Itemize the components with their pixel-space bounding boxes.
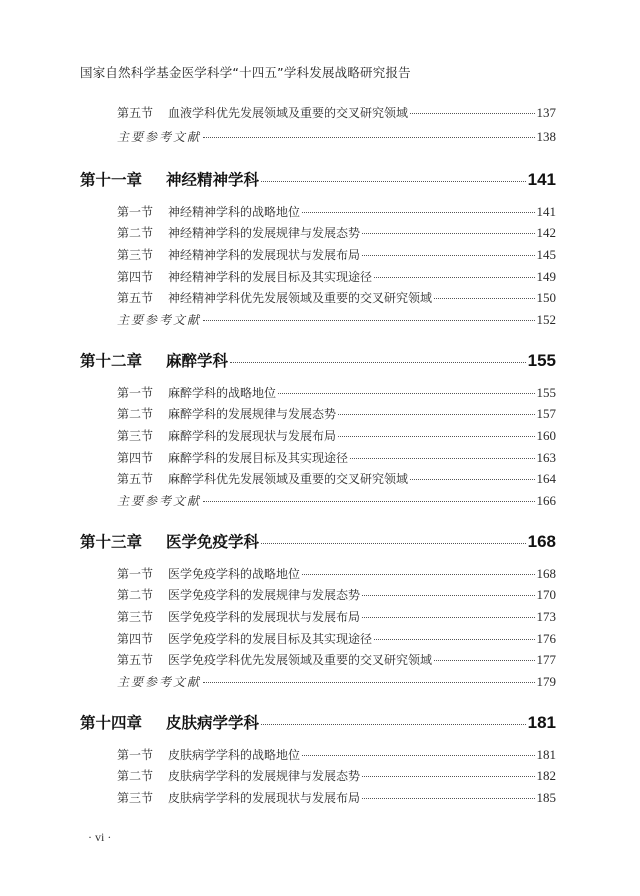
section-number: 第一节 [117,748,154,762]
references-title: 主要参考文献 [117,130,202,144]
page-number: 168 [536,566,556,581]
section-title: 麻醉学科优先发展领域及重要的交叉研究领域 [168,472,409,486]
dot-leader [434,298,534,299]
section-title: 神经精神学科的发展现状与发展布局 [168,248,361,262]
section-title: 麻醉学科的战略地位 [168,386,277,400]
dot-leader [362,595,534,596]
chapter-number: 第十四章 [80,714,143,732]
dot-leader [203,137,534,138]
toc-section-row[interactable] [117,203,556,220]
section-title: 血液学科优先发展领域及重要的交叉研究领域 [168,106,409,120]
page-number: 150 [536,290,556,305]
dot-leader [362,617,534,618]
section-title: 医学免疫学科的战略地位 [168,567,301,581]
section-number: 第一节 [117,567,154,581]
section-number: 第一节 [117,205,154,219]
section-number: 第二节 [117,769,154,783]
page-number: 141 [536,204,556,219]
toc-section-row[interactable] [117,224,556,241]
dot-leader [410,479,534,480]
page-number: 168 [527,532,556,551]
running-header: 国家自然科学基金医学科学“十四五”学科发展战略研究报告 [80,65,411,80]
toc-section-row[interactable] [117,470,556,487]
page-number: 142 [536,225,556,240]
section-number: 第一节 [117,386,154,400]
page-number: 177 [536,652,556,667]
chapter-number: 第十二章 [80,352,143,370]
toc-section-row[interactable] [117,630,556,647]
dot-leader [302,574,534,575]
section-number: 第三节 [117,791,154,805]
chapter-number: 第十一章 [80,171,143,189]
toc-references-row[interactable] [117,311,556,328]
dot-leader [278,393,534,394]
section-title: 神经精神学科优先发展领域及重要的交叉研究领域 [168,291,433,305]
dot-leader [434,660,534,661]
section-title: 皮肤病学学科的战略地位 [168,748,301,762]
section-number: 第二节 [117,407,154,421]
dot-leader [230,362,526,363]
toc-section-row[interactable] [117,608,556,625]
toc-section-row[interactable] [117,405,556,422]
dot-leader [261,724,526,725]
toc-chapter-row[interactable] [80,711,556,733]
dot-leader [362,798,534,799]
page-number: 164 [536,471,556,486]
page-number: 182 [536,768,556,783]
dot-leader [362,233,534,234]
section-title: 神经精神学科的发展目标及其实现途径 [168,270,373,284]
toc-section-row[interactable] [117,104,556,121]
page-number: 179 [536,674,556,689]
dot-leader [203,501,534,502]
chapter-title: 神经精神学科 [166,171,260,189]
toc-section-row[interactable] [117,651,556,668]
toc-section-row[interactable] [117,565,556,582]
page-number: 141 [527,170,556,189]
section-number: 第二节 [117,588,154,602]
dot-leader [374,277,534,278]
page-number: 176 [536,631,556,646]
page-number: 155 [536,385,556,400]
section-title: 神经精神学科的战略地位 [168,205,301,219]
references-title: 主要参考文献 [117,313,202,327]
dot-leader [203,320,534,321]
toc-section-row[interactable] [117,746,556,763]
toc-section-row[interactable] [117,384,556,401]
section-title: 医学免疫学科优先发展领域及重要的交叉研究领域 [168,653,433,667]
section-number: 第三节 [117,610,154,624]
toc-section-row[interactable] [117,586,556,603]
chapter-number: 第十三章 [80,533,143,551]
dot-leader [362,776,534,777]
page-number: 181 [527,713,556,732]
toc-section-row[interactable] [117,427,556,444]
toc-references-row[interactable] [117,673,556,690]
dot-leader [410,113,534,114]
section-number: 第五节 [117,106,154,120]
section-number: 第五节 [117,291,154,305]
section-title: 神经精神学科的发展规律与发展态势 [168,226,361,240]
section-title: 麻醉学科的发展目标及其实现途径 [168,451,349,465]
section-title: 医学免疫学科的发展现状与发展布局 [168,610,361,624]
section-title: 皮肤病学学科的发展现状与发展布局 [168,791,361,805]
dot-leader [338,436,534,437]
section-number: 第二节 [117,226,154,240]
page-number: 152 [536,312,556,327]
section-number: 第四节 [117,451,154,465]
section-number: 第五节 [117,653,154,667]
section-number: 第三节 [117,429,154,443]
section-title: 医学免疫学科的发展规律与发展态势 [168,588,361,602]
page-number: 155 [527,351,556,370]
page-number: 181 [536,747,556,762]
page-number: 149 [536,269,556,284]
page-number: 185 [536,790,556,805]
toc-section-row[interactable] [117,268,556,285]
page-number: 170 [536,587,556,602]
dot-leader [203,682,534,683]
toc-section-row[interactable] [117,767,556,784]
page-number: 166 [536,493,556,508]
chapter-title: 皮肤病学学科 [166,714,260,732]
dot-leader [261,543,526,544]
section-number: 第五节 [117,472,154,486]
toc-chapter-row[interactable] [80,530,556,552]
section-number: 第三节 [117,248,154,262]
chapter-title: 医学免疫学科 [166,533,260,551]
dot-leader [362,255,534,256]
page-number: 163 [536,450,556,465]
toc-references-row[interactable] [117,492,556,509]
section-number: 第四节 [117,632,154,646]
dot-leader [302,755,534,756]
section-title: 皮肤病学学科的发展规律与发展态势 [168,769,361,783]
chapter-title: 麻醉学科 [166,352,229,370]
dot-leader [261,181,526,182]
toc-section-row[interactable] [117,289,556,306]
page-number: 160 [536,428,556,443]
toc-section-row[interactable] [117,449,556,466]
section-title: 麻醉学科的发展规律与发展态势 [168,407,337,421]
dot-leader [302,212,534,213]
page-number: 173 [536,609,556,624]
toc-section-row[interactable] [117,789,556,806]
page-number: 137 [536,105,556,120]
dot-leader [338,414,534,415]
dot-leader [350,458,534,459]
section-title: 医学免疫学科的发展目标及其实现途径 [168,632,373,646]
page-number: 138 [536,129,556,144]
toc-chapter-row[interactable] [80,168,556,190]
section-number: 第四节 [117,270,154,284]
toc-section-row[interactable] [117,246,556,263]
toc-references-row[interactable] [117,128,556,145]
toc-chapter-row[interactable] [80,349,556,371]
page-number: 145 [536,247,556,262]
dot-leader [374,639,534,640]
references-title: 主要参考文献 [117,494,202,508]
page-folio: · vi · [88,830,112,844]
section-title: 麻醉学科的发展现状与发展布局 [168,429,337,443]
references-title: 主要参考文献 [117,675,202,689]
page-number: 157 [536,406,556,421]
